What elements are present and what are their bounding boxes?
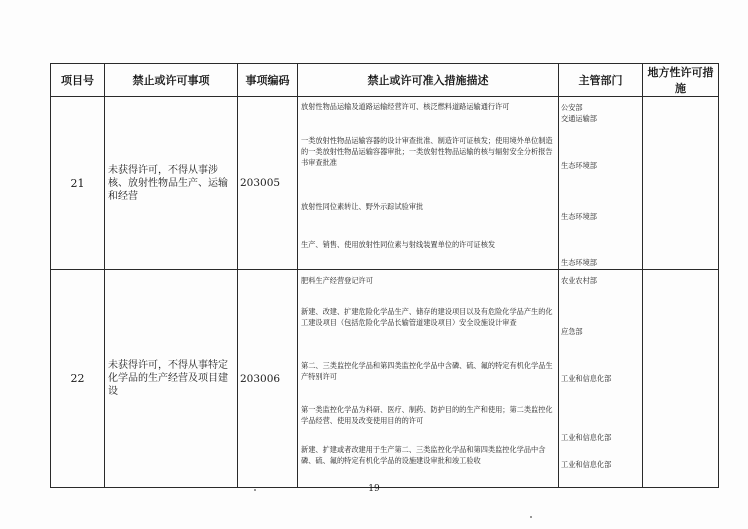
header-dept: 主管部门 (559, 64, 643, 97)
measure-desc: 生产、销售、使用放射性同位素与射线装置单位的许可证核发 (301, 240, 496, 249)
table-row (51, 97, 719, 270)
scan-speck (530, 516, 532, 518)
measure-desc: 新建、改建、扩建危险化学品生产、储存的建设项目以及有危险化学品产生的化工建设项目（包括危险化学品长输管道建设项目）安全设施设计审查 (301, 307, 553, 327)
row-item: 未获得许可，不得从事涉核、放射性物品生产、运输和经营 (105, 97, 238, 270)
measure-dept: 生态环境部 (561, 211, 597, 221)
measure-dept: 工业和信息化部 (561, 432, 612, 442)
page-number: 19 (368, 484, 380, 494)
measure-desc: 放射性同位素转让、野外示踪试验审批 (301, 202, 424, 211)
measure-dept: 公安部 交通运输部 (561, 103, 597, 123)
table-row (51, 270, 719, 488)
header-desc: 禁止或许可准入措施描述 (298, 64, 559, 97)
measure-dept: 工业和信息化部 (561, 460, 612, 469)
measure-desc: 一类放射性物品运输容器的设计审查批准、制造许可证核发；使用境外单位制造的一类放射性物品运输容器审批；一类放射性物品运输的核与辐射安全分析报告书审查批准 (301, 136, 553, 167)
measure-dept-cell (559, 270, 643, 488)
local-measure-cell (643, 270, 719, 488)
table-header-row (51, 64, 719, 97)
row-number: 21 (51, 97, 105, 270)
measure-desc: 第二、三类监控化学品和第四类监控化学品中含磷、硫、氟的特定有机化学品生产特别许可 (301, 361, 553, 381)
measure-desc: 肥料生产经营登记许可 (301, 276, 373, 285)
row-number: 22 (51, 270, 105, 488)
header-code: 事项编码 (238, 64, 298, 97)
measure-dept: 生态环境部 (561, 258, 597, 267)
header-item: 禁止或许可事项 (105, 64, 238, 97)
measure-desc-cell (298, 270, 559, 488)
header-no: 项目号 (51, 64, 105, 97)
row-code: 203005 (238, 97, 298, 270)
local-measure-cell (643, 97, 719, 270)
scan-speck (254, 489, 256, 491)
measure-desc: 第一类监控化学品为科研、医疗、制药、防护目的的生产和使用；第二类监控化学品经营、使用及改变使用目的的许可 (301, 405, 553, 425)
measure-desc-cell (298, 97, 559, 270)
permission-table (50, 63, 719, 488)
measure-dept: 工业和信息化部 (561, 374, 612, 383)
row-code: 203006 (238, 270, 298, 488)
measure-dept: 生态环境部 (561, 160, 597, 170)
measure-desc: 新建、扩建或者改建用于生产第二、三类监控化学品和第四类监控化学品中含磷、硫、氟的特定有机化学品的设施建设审批和竣工验收 (301, 445, 546, 465)
header-local: 地方性许可措施 (643, 64, 719, 97)
measure-dept: 应急部 (561, 327, 583, 336)
row-item: 未获得许可，不得从事特定化学品的生产经营及项目建设 (105, 270, 238, 488)
measure-dept-cell (559, 97, 643, 270)
measure-desc: 放射性物品运输及道路运输经营许可、核泛燃料道路运输通行许可 (301, 102, 510, 111)
measure-dept: 农业农村部 (561, 275, 597, 285)
